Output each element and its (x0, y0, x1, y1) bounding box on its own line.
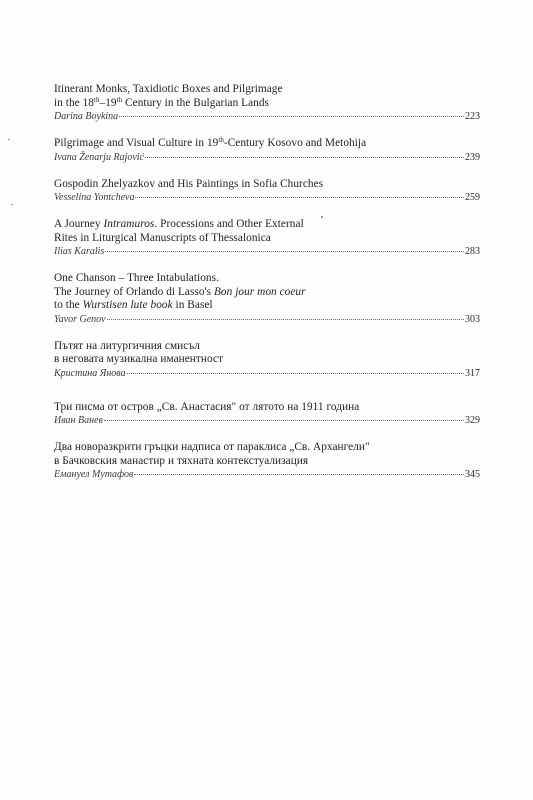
toc-entry[interactable] (54, 340, 480, 380)
toc-entry[interactable] (54, 137, 480, 164)
toc-entry[interactable] (54, 218, 480, 258)
dot-leader (134, 474, 464, 475)
table-of-contents (54, 83, 480, 481)
entry-page-number: 223 (465, 111, 480, 122)
entry-title-line: One Chanson – Three Intabulations. (54, 272, 219, 284)
entry-author: Емануел Мутафов (54, 469, 134, 480)
entry-title-line: в неговата музикална иманентност (54, 353, 223, 365)
dot-leader (105, 251, 464, 252)
toc-entry[interactable] (54, 83, 480, 123)
toc-entry[interactable] (54, 178, 480, 205)
entry-author-row (54, 469, 480, 481)
entry-author: Кристина Янова (54, 367, 126, 379)
entry-title-rich: The Journey of Orlando di Lasso's Bon jour mon coeur (54, 285, 306, 298)
entry-title-rich: Pilgrimage and Visual Culture in 19th-Century Kosovo and Metohija (54, 136, 367, 149)
entry-title-line: Пътят на литургичния смисъл (54, 339, 200, 352)
dot-leader (119, 116, 464, 117)
entry-author-row (54, 111, 480, 123)
entry-author-row (54, 368, 480, 380)
entry-author-row (54, 192, 480, 204)
dot-leader (135, 197, 464, 198)
entry-author-row (54, 415, 480, 427)
toc-entry[interactable] (54, 272, 480, 326)
entry-page-number: 283 (465, 246, 480, 257)
entry-author-row (54, 152, 480, 164)
entry-title-line (54, 137, 480, 151)
entry-author: Иван Ванев (54, 415, 103, 426)
scan-speck (11, 204, 13, 205)
entry-title-line: Itinerant Monks, Taxidiotic Boxes and Pilgrimage (54, 83, 283, 95)
entry-page-number: 259 (465, 192, 480, 203)
entry-author: Vesselina Yontcheva (54, 192, 135, 203)
entry-author: Ivana Ženarju Rajović (54, 151, 144, 163)
entry-page-number: 239 (465, 151, 480, 163)
entry-title-line: Rites in Liturgical Manuscripts of Thessalonica (54, 231, 271, 244)
entry-page-number: 345 (465, 469, 480, 480)
entry-title-line: Три писма от остров „Св. Анастасия" от лятото на 1911 година (54, 400, 360, 413)
entry-title-line: в Бачковския манастир и тяхната контекстуализация (54, 454, 309, 467)
toc-entry[interactable] (54, 441, 480, 481)
entry-title-line: Gospodin Zhelyazkov and His Paintings in Sofia Churches (54, 177, 324, 190)
scan-speck (8, 139, 10, 140)
entry-title-rich: in the 18th–19th Century in the Bulgarian Lands (54, 95, 269, 109)
entry-title-line: Два новоразкрити гръцки надписа от параклиса „Св. Архангели" (54, 441, 370, 453)
entry-author: Darina Boykina (54, 111, 119, 122)
entry-author: Ilias Karalis (54, 246, 105, 257)
entry-author-row (54, 314, 480, 326)
entry-title-line (54, 218, 480, 232)
entry-page-number: 329 (465, 415, 480, 426)
entry-title-line (54, 286, 480, 300)
entry-author-row (54, 246, 480, 258)
dot-leader (107, 319, 464, 320)
entry-title-rich: A Journey Intramuros. Processions and Other External (54, 218, 304, 230)
entry-page-number: 317 (465, 367, 480, 379)
entry-title-line (54, 299, 480, 313)
dot-leader (104, 420, 464, 421)
entry-title-rich: to the Wurstisen lute book in Basel (54, 299, 213, 311)
entry-title-line (54, 97, 480, 111)
toc-entry[interactable] (54, 401, 480, 428)
dot-leader (145, 157, 464, 158)
dot-leader (127, 373, 464, 374)
entry-page-number: 303 (465, 313, 480, 325)
entry-author: Yavor Genov (54, 313, 106, 325)
scan-speck (321, 216, 323, 218)
